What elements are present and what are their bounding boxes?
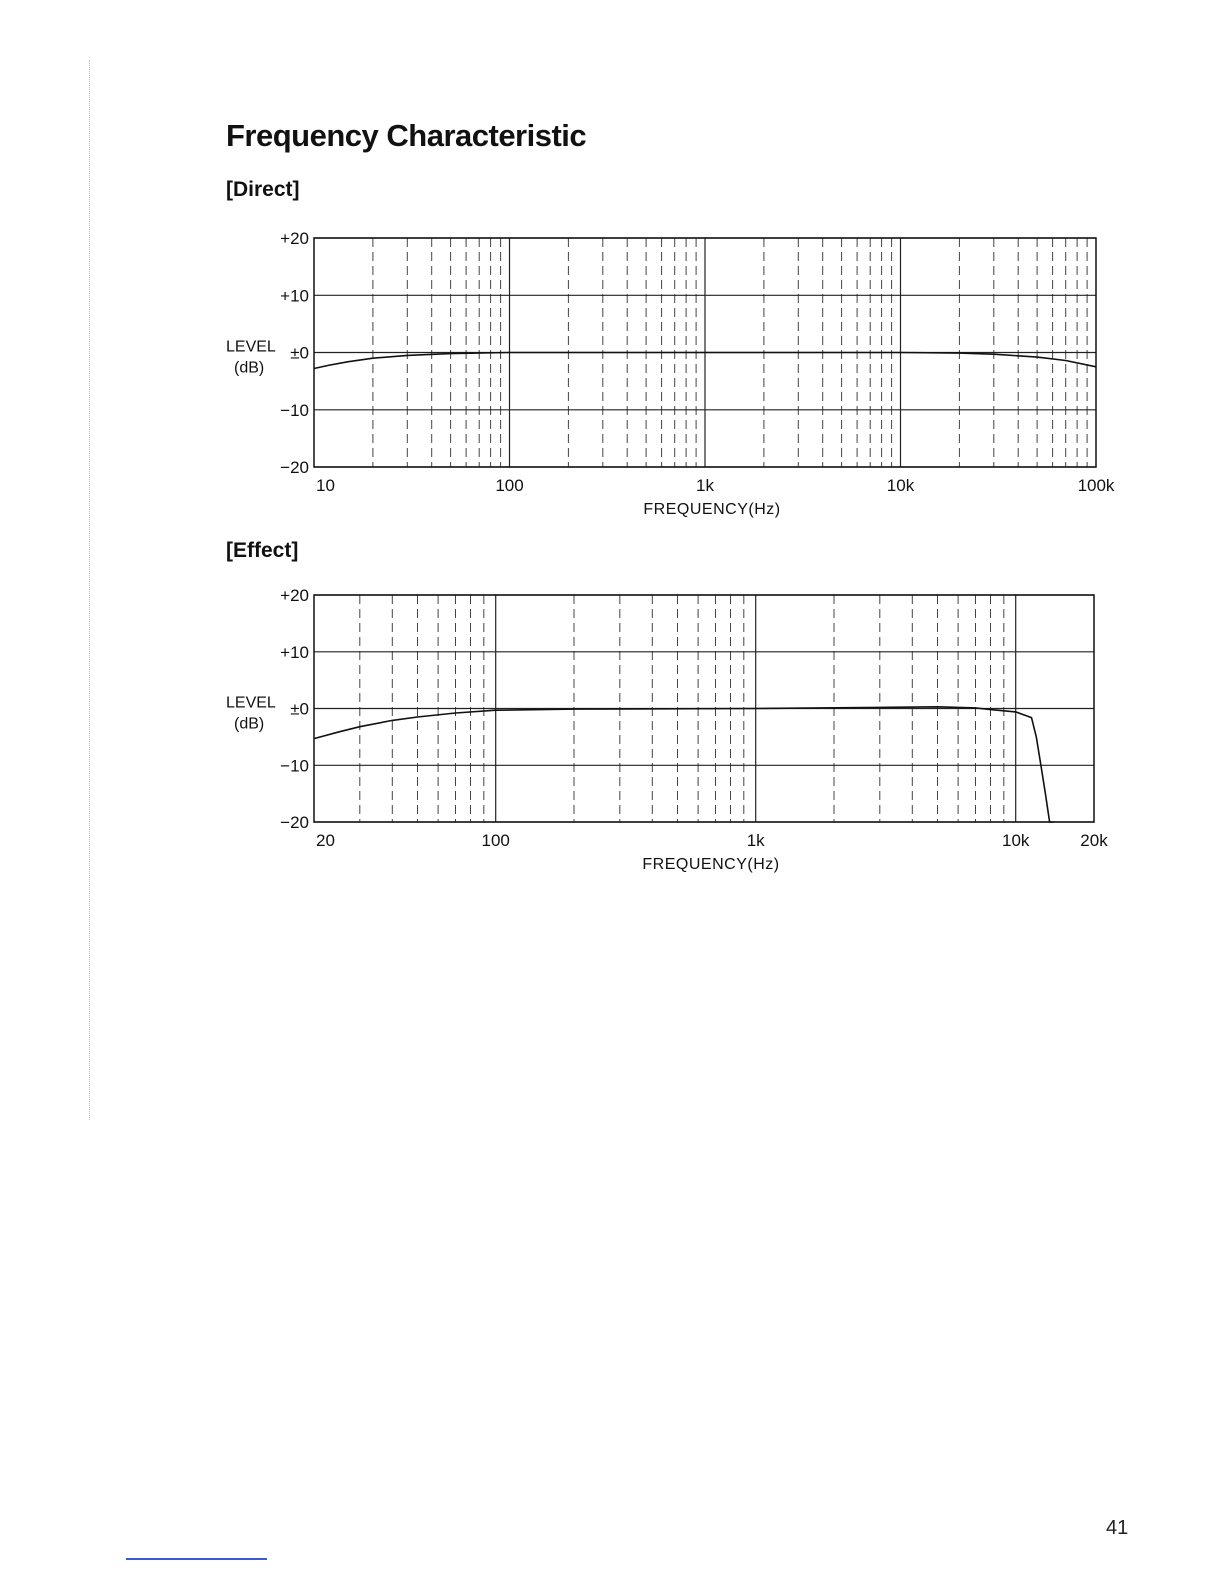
x-tick-label: 100 (481, 831, 510, 850)
x-tick-label: 1k (746, 831, 765, 850)
y-tick-label: ±0 (290, 343, 309, 363)
x-tick-label: 10 (316, 476, 335, 495)
y-tick-label: −20 (280, 458, 309, 477)
y-tick-label: −10 (280, 756, 309, 776)
y-tick-label: +20 (280, 586, 309, 605)
x-tick-label: 100k (1077, 476, 1115, 495)
x-tick-label: 10k (886, 476, 915, 495)
y-tick-label: +10 (280, 286, 309, 306)
x-tick-label: 10k (1001, 831, 1030, 850)
direct-heading: [Direct] (226, 178, 300, 201)
page-title: Frequency Characteristic (226, 118, 587, 153)
x-tick-label: 20 (316, 831, 335, 850)
y-axis-unit: (dB) (234, 359, 265, 377)
scan-underline-artifact (126, 1558, 267, 1560)
y-tick-label: −20 (280, 813, 309, 832)
y-tick-label: −10 (280, 400, 309, 420)
response-curve (314, 707, 1054, 822)
y-axis-label: LEVEL (226, 694, 276, 712)
y-tick-label: +20 (280, 229, 309, 248)
x-tick-label: 1k (696, 476, 714, 495)
x-axis-label: FREQUENCY(Hz) (643, 501, 781, 518)
x-axis-label: FREQUENCY(Hz) (642, 856, 780, 873)
x-tick-label: 20k (1080, 831, 1108, 850)
y-tick-label: +10 (280, 642, 309, 662)
page-number: 41 (1106, 1517, 1129, 1539)
effect-heading: [Effect] (226, 539, 299, 562)
y-axis-unit: (dB) (234, 715, 265, 733)
y-tick-label: ±0 (290, 699, 309, 719)
x-tick-label: 100 (495, 476, 524, 495)
y-axis-label: LEVEL (226, 338, 276, 356)
